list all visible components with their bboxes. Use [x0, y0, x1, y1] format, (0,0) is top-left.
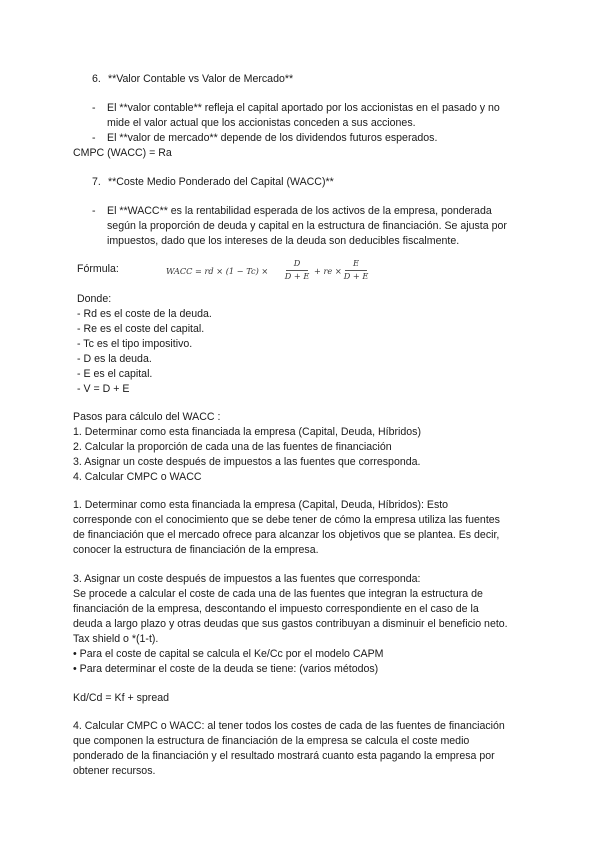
formula-left: WACC = rd × (1 − Tc) ×: [166, 266, 269, 276]
bullet-dash: -: [92, 102, 96, 114]
pasos-item: 1. Determinar como esta financiada la empresa (Capital, Deuda, Híbridos): [73, 426, 421, 438]
kd-line: Kd/Cd = Kf + spread: [73, 692, 169, 704]
formula-frac1-den: D + E: [284, 271, 310, 281]
paso3-line: deuda a largo plazo y otras deudas que sus gastos contribuyan a disminuir el beneficio neto.: [73, 618, 508, 630]
paso3-line: 3. Asignar un coste después de impuestos a las fuentes que corresponda:: [73, 573, 421, 585]
donde-title: Donde:: [77, 293, 112, 305]
pasos-item: 4. Calcular CMPC o WACC: [73, 471, 202, 483]
paso4-line: ponderado de la financiación y el resultado mostrará cuanto esta pagando la empresa por: [73, 750, 495, 762]
section-6-heading: **Valor Contable vs Valor de Mercado**: [108, 73, 294, 85]
donde-item: - Rd es el coste de la deuda.: [77, 308, 212, 320]
paso3-line: Se procede a calcular el coste de cada una de las fuentes que integran la estructura de: [73, 588, 483, 600]
section-7-number: 7.: [92, 176, 101, 188]
donde-item: - E es el capital.: [77, 368, 153, 380]
formula-frac2-den: D + E: [343, 271, 369, 281]
formula-label: Fórmula:: [77, 263, 119, 275]
paso4-line: que componen la estructura de financiación de la empresa se calcula el coste medio: [73, 735, 470, 747]
section-6-number: 6.: [92, 73, 101, 85]
fraction-bar: [345, 270, 367, 271]
paso3-bullet: • Para el coste de capital se calcula el Ke/Cc por el modelo CAPM: [73, 648, 384, 660]
pasos-item: 2. Calcular la proporción de cada una de las fuentes de financiación: [73, 441, 392, 453]
donde-item: - D es la deuda.: [77, 353, 152, 365]
fraction-bar: [286, 270, 308, 271]
wacc-definition-line-3: impuestos, dado que los intereses de la deuda son deducibles fiscalmente.: [107, 235, 460, 247]
pasos-item: 3. Asignar un coste después de impuestos a las fuentes que corresponda.: [73, 456, 421, 468]
valor-mercado-line: El **valor de mercado** depende de los dividendos futuros esperados.: [107, 132, 438, 144]
section-7-heading: **Coste Medio Ponderado del Capital (WACC)**: [108, 176, 334, 188]
formula-plus-re: + re ×: [314, 266, 342, 276]
paso1-line: de financiación que el mercado ofrece para alcanzar los objetivos que se plantea. Es decir,: [73, 529, 500, 541]
cmpc-line: CMPC (WACC) = Ra: [73, 147, 172, 159]
bullet-dash: -: [92, 205, 96, 217]
donde-item: - Re es el coste del capital.: [77, 323, 205, 335]
paso1-line: corresponde con el conocimiento que se debe tener de cómo la empresa utiliza las fuentes: [73, 514, 500, 526]
wacc-definition-line-1: El **WACC** es la rentabilidad esperada de los activos de la empresa, ponderada: [107, 205, 492, 217]
paso4-line: obtener recursos.: [73, 765, 156, 777]
paso1-line: conocer la estructura de financiación de la empresa.: [73, 544, 319, 556]
formula-frac2-num: E: [353, 258, 359, 268]
paso3-line: Tax shield o *(1-t).: [73, 633, 159, 645]
paso1-line: 1. Determinar como esta financiada la empresa (Capital, Deuda, Híbridos): Esto: [73, 499, 449, 511]
valor-contable-line-1: El **valor contable** refleja el capital aportado por los accionistas en el pasado y no: [107, 102, 500, 114]
wacc-definition-line-2: según la proporción de deuda y capital en la estructura de financiación. Se ajusta por: [107, 220, 507, 232]
pasos-title: Pasos para cálculo del WACC :: [73, 411, 221, 423]
paso3-line: financiación de la empresa, descontando el impuesto correspondiente en el caso de la: [73, 603, 479, 615]
donde-item: - Tc es el tipo impositivo.: [77, 338, 193, 350]
paso3-bullet: • Para determinar el coste de la deuda se tiene: (varios métodos): [73, 663, 379, 675]
bullet-dash: -: [92, 132, 96, 144]
formula-frac1-num: D: [293, 258, 301, 268]
valor-contable-line-2: mide el valor actual que los accionistas conceden a sus acciones.: [107, 117, 416, 129]
donde-item: - V = D + E: [77, 383, 130, 395]
paso4-line: 4. Calcular CMPC o WACC: al tener todos los costes de cada de las fuentes de financiación: [73, 720, 505, 732]
